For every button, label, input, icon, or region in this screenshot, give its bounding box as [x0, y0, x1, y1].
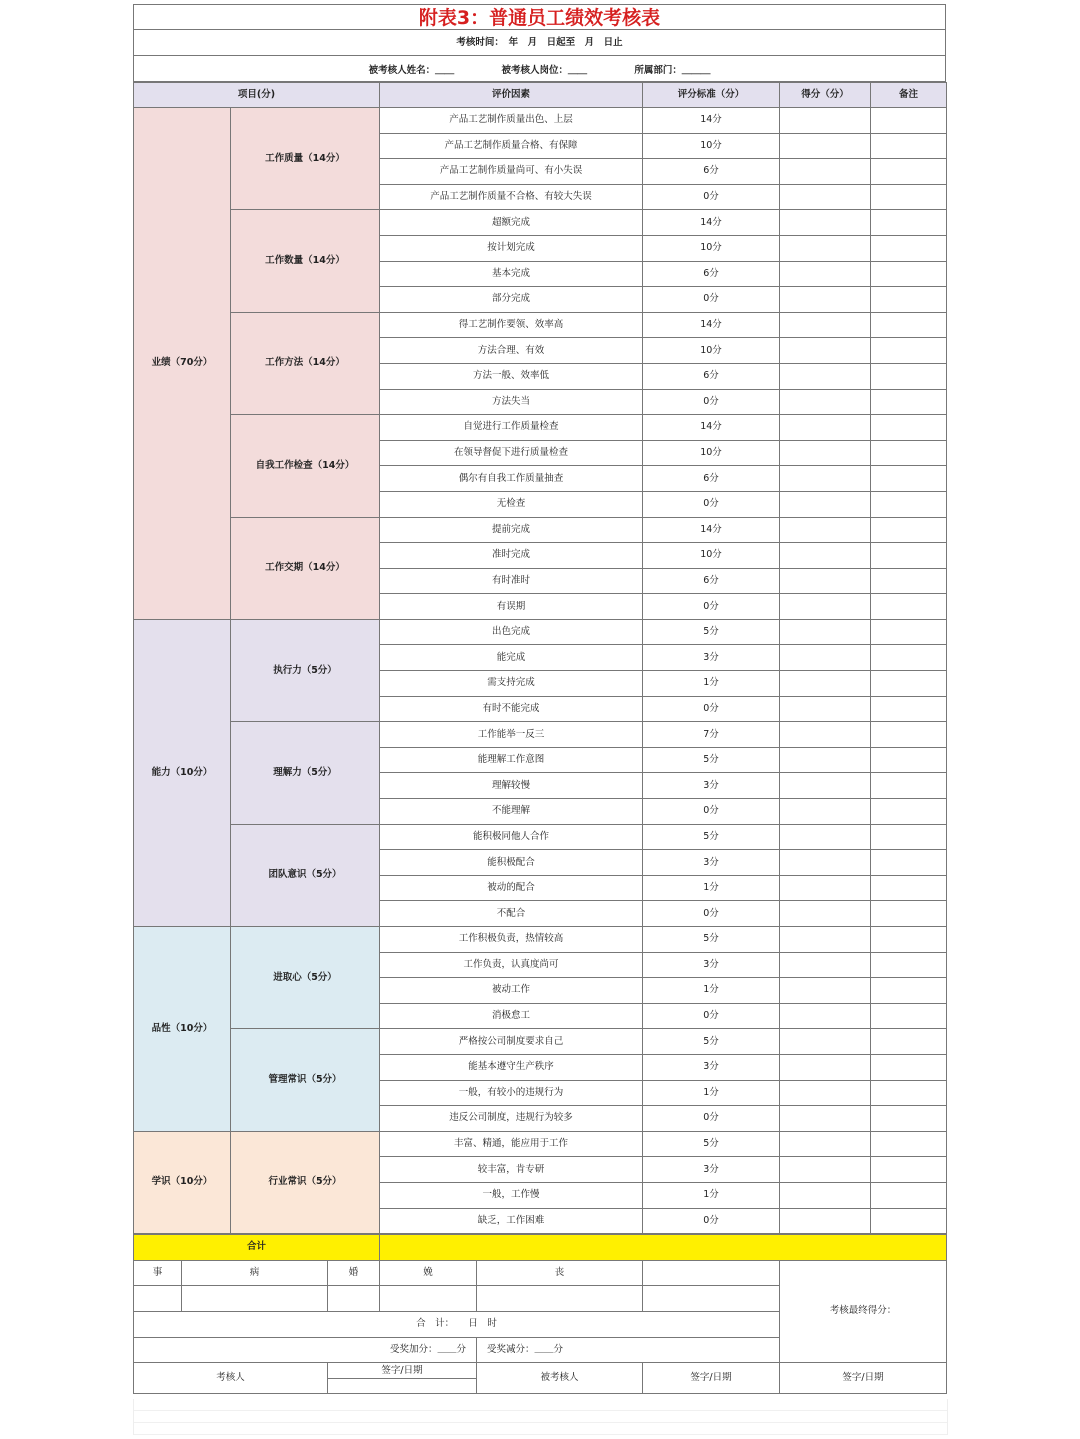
note-input-cell[interactable]: [871, 159, 947, 185]
note-input-cell[interactable]: [871, 671, 947, 697]
subcategory-cell: 团队意识（5分）: [231, 824, 380, 926]
note-input-cell[interactable]: [871, 1080, 947, 1106]
final-sign[interactable]: 签字/日期: [780, 1363, 947, 1394]
note-input-cell[interactable]: [871, 773, 947, 799]
assessee-name-field[interactable]: 被考核人姓名：＿＿: [368, 65, 455, 76]
leave-maternity-value[interactable]: [380, 1286, 477, 1312]
score-input-cell[interactable]: [780, 594, 871, 620]
subcategory-cell: 工作质量（14分）: [231, 108, 380, 210]
leave-bereavement-value[interactable]: [477, 1286, 643, 1312]
factor-cell: 缺乏，工作困难: [380, 1208, 643, 1234]
assessor-sign[interactable]: [328, 1363, 477, 1394]
note-input-cell[interactable]: [871, 619, 947, 645]
note-input-cell[interactable]: [871, 850, 947, 876]
category-cell: 业绩（70分）: [134, 108, 231, 620]
score-input-cell[interactable]: [780, 619, 871, 645]
standard-cell: 0分: [643, 1208, 780, 1234]
standard-cell: 0分: [643, 184, 780, 210]
standard-cell: 1分: [643, 1080, 780, 1106]
factor-cell: 严格按公司制度要求自己: [380, 1029, 643, 1055]
score-input-cell[interactable]: [780, 108, 871, 134]
score-input-cell[interactable]: [780, 747, 871, 773]
standard-cell: 3分: [643, 1054, 780, 1080]
table-row: [134, 210, 947, 236]
standard-cell: 0分: [643, 389, 780, 415]
note-input-cell[interactable]: [871, 747, 947, 773]
note-input-cell[interactable]: [871, 415, 947, 441]
note-input-cell[interactable]: [871, 875, 947, 901]
note-input-cell[interactable]: [871, 338, 947, 364]
leave-type-row: [134, 1260, 947, 1286]
factor-cell: 被动的配合: [380, 875, 643, 901]
score-input-cell[interactable]: [780, 466, 871, 492]
table-row: [134, 824, 947, 850]
category-cell: 品性（10分）: [134, 927, 231, 1132]
note-input-cell[interactable]: [871, 952, 947, 978]
category-cell: 能力（10分）: [134, 619, 231, 926]
standard-cell: 3分: [643, 850, 780, 876]
final-score-label: 考核最终得分：: [780, 1260, 947, 1362]
factor-cell: 基本完成: [380, 261, 643, 287]
factor-cell: 有误期: [380, 594, 643, 620]
standard-cell: 7分: [643, 722, 780, 748]
factor-cell: 准时完成: [380, 543, 643, 569]
standard-cell: 5分: [643, 927, 780, 953]
score-input-cell[interactable]: [780, 210, 871, 236]
factor-cell: 出色完成: [380, 619, 643, 645]
standard-cell: 3分: [643, 645, 780, 671]
subcategory-cell: 进取心（5分）: [231, 927, 380, 1029]
factor-cell: 能理解工作意图: [380, 747, 643, 773]
note-input-cell[interactable]: [871, 543, 947, 569]
header-standard: 评分标准（分）: [643, 83, 780, 108]
factor-cell: 能积极配合: [380, 850, 643, 876]
table-row: [134, 1029, 947, 1055]
note-input-cell[interactable]: [871, 722, 947, 748]
signature-row: [134, 1363, 947, 1394]
factor-cell: 无检查: [380, 491, 643, 517]
note-input-cell[interactable]: [871, 184, 947, 210]
factor-cell: 超额完成: [380, 210, 643, 236]
factor-cell: 能基本遵守生产秩序: [380, 1054, 643, 1080]
leave-personal: 事: [134, 1260, 182, 1286]
subcategory-cell: 自我工作检查（14分）: [231, 415, 380, 517]
score-input-cell[interactable]: [780, 722, 871, 748]
assessee-sign[interactable]: 签字/日期: [643, 1363, 780, 1394]
note-input-cell[interactable]: [871, 363, 947, 389]
table-row: [134, 108, 947, 134]
appraisal-sheet: [133, 4, 946, 1394]
score-input-cell[interactable]: [780, 927, 871, 953]
score-input-cell[interactable]: [780, 850, 871, 876]
standard-cell: 5分: [643, 1131, 780, 1157]
standard-cell: 14分: [643, 517, 780, 543]
subcategory-cell: 执行力（5分）: [231, 619, 380, 721]
score-input-cell[interactable]: [780, 901, 871, 927]
factor-cell: 丰富、精通，能应用于工作: [380, 1131, 643, 1157]
table-row: [134, 927, 947, 953]
note-input-cell[interactable]: [871, 1029, 947, 1055]
table-row: [134, 312, 947, 338]
note-input-cell[interactable]: [871, 1003, 947, 1029]
factor-cell: 消极怠工: [380, 1003, 643, 1029]
person-info-row: [133, 56, 946, 82]
standard-cell: 10分: [643, 338, 780, 364]
standard-cell: 1分: [643, 875, 780, 901]
standard-cell: 14分: [643, 415, 780, 441]
score-input-cell[interactable]: [780, 875, 871, 901]
factor-cell: 方法合理、有效: [380, 338, 643, 364]
note-input-cell[interactable]: [871, 312, 947, 338]
subcategory-cell: 行业常识（5分）: [231, 1131, 380, 1233]
subcategory-cell: 工作数量（14分）: [231, 210, 380, 312]
standard-cell: 0分: [643, 287, 780, 313]
assessee-label: 被考核人: [477, 1363, 643, 1394]
factor-cell: 工作积极负责，热情较高: [380, 927, 643, 953]
score-input-cell[interactable]: [780, 440, 871, 466]
score-input-cell[interactable]: [780, 1106, 871, 1132]
subcategory-cell: 工作方法（14分）: [231, 312, 380, 414]
standard-cell: 14分: [643, 210, 780, 236]
empty-rows-area: [133, 1399, 948, 1435]
leave-total: 合 计： 日 时: [134, 1311, 780, 1337]
standard-cell: 14分: [643, 312, 780, 338]
factor-cell: 在领导督促下进行质量检查: [380, 440, 643, 466]
factor-cell: 被动工作: [380, 978, 643, 1004]
factor-cell: 得工艺制作要领、效率高: [380, 312, 643, 338]
score-input-cell[interactable]: [780, 389, 871, 415]
standard-cell: 1分: [643, 671, 780, 697]
summary-table: [133, 1234, 947, 1394]
note-input-cell[interactable]: [871, 1157, 947, 1183]
note-input-cell[interactable]: [871, 517, 947, 543]
leave-marriage: 婚: [328, 1260, 380, 1286]
leave-extra-value[interactable]: [643, 1286, 780, 1312]
note-input-cell[interactable]: [871, 824, 947, 850]
standard-cell: 5分: [643, 747, 780, 773]
total-value-cell[interactable]: [380, 1235, 947, 1261]
note-input-cell[interactable]: [871, 235, 947, 261]
factor-cell: 部分完成: [380, 287, 643, 313]
sheet-title: 附表3：普通员工绩效考核表: [133, 4, 946, 30]
header-factor: 评价因素: [380, 83, 643, 108]
factor-cell: 有时准时: [380, 568, 643, 594]
standard-cell: 3分: [643, 1157, 780, 1183]
score-input-cell[interactable]: [780, 952, 871, 978]
note-input-cell[interactable]: [871, 978, 947, 1004]
factor-cell: 偶尔有自我工作质量抽查: [380, 466, 643, 492]
note-input-cell[interactable]: [871, 261, 947, 287]
standard-cell: 0分: [643, 1106, 780, 1132]
standard-cell: 10分: [643, 133, 780, 159]
note-input-cell[interactable]: [871, 287, 947, 313]
score-input-cell[interactable]: [780, 133, 871, 159]
assessment-period: 考核时间： 年 月 日起至 月 日止: [133, 30, 946, 56]
score-input-cell[interactable]: [780, 338, 871, 364]
note-input-cell[interactable]: [871, 440, 947, 466]
standard-cell: 0分: [643, 799, 780, 825]
table-row: [134, 517, 947, 543]
category-cell: 学识（10分）: [134, 1131, 231, 1233]
standard-cell: 10分: [643, 543, 780, 569]
standard-cell: 3分: [643, 773, 780, 799]
standard-cell: 10分: [643, 235, 780, 261]
note-input-cell[interactable]: [871, 927, 947, 953]
table-row: [134, 619, 947, 645]
score-input-cell[interactable]: [780, 543, 871, 569]
standard-cell: 10分: [643, 440, 780, 466]
standard-cell: 0分: [643, 696, 780, 722]
score-input-cell[interactable]: [780, 799, 871, 825]
leave-personal-value[interactable]: [134, 1286, 182, 1312]
factor-cell: 不能理解: [380, 799, 643, 825]
factor-cell: 提前完成: [380, 517, 643, 543]
note-input-cell[interactable]: [871, 133, 947, 159]
factor-cell: 一般，有较小的违规行为: [380, 1080, 643, 1106]
note-input-cell[interactable]: [871, 491, 947, 517]
score-input-cell[interactable]: [780, 363, 871, 389]
note-input-cell[interactable]: [871, 210, 947, 236]
note-input-cell[interactable]: [871, 389, 947, 415]
assessor-label: 考核人: [134, 1363, 328, 1394]
note-input-cell[interactable]: [871, 1131, 947, 1157]
standard-cell: 0分: [643, 491, 780, 517]
standard-cell: 6分: [643, 363, 780, 389]
factor-cell: 按计划完成: [380, 235, 643, 261]
factor-cell: 产品工艺制作质量出色、上层: [380, 108, 643, 134]
leave-extra-cell[interactable]: [643, 1260, 780, 1286]
factor-cell: 能积极同他人合作: [380, 824, 643, 850]
factor-cell: 自觉进行工作质量检查: [380, 415, 643, 441]
score-input-cell[interactable]: [780, 184, 871, 210]
standard-cell: 1分: [643, 1182, 780, 1208]
factor-cell: 产品工艺制作质量尚可、有小失误: [380, 159, 643, 185]
score-input-cell[interactable]: [780, 1157, 871, 1183]
score-input-cell[interactable]: [780, 1208, 871, 1234]
factor-cell: 方法失当: [380, 389, 643, 415]
factor-cell: 产品工艺制作质量不合格、有较大失误: [380, 184, 643, 210]
score-input-cell[interactable]: [780, 568, 871, 594]
table-row: [134, 1131, 947, 1157]
factor-cell: 一般，工作慢: [380, 1182, 643, 1208]
note-input-cell[interactable]: [871, 108, 947, 134]
note-input-cell[interactable]: [871, 696, 947, 722]
table-row: [134, 722, 947, 748]
total-label: 合计: [134, 1235, 380, 1261]
score-input-cell[interactable]: [780, 978, 871, 1004]
standard-cell: 14分: [643, 108, 780, 134]
score-input-cell[interactable]: [780, 261, 871, 287]
score-input-cell[interactable]: [780, 235, 871, 261]
score-input-cell[interactable]: [780, 1054, 871, 1080]
factor-cell: 方法一般、效率低: [380, 363, 643, 389]
standard-cell: 6分: [643, 159, 780, 185]
standard-cell: 5分: [643, 824, 780, 850]
score-input-cell[interactable]: [780, 1182, 871, 1208]
standard-cell: 6分: [643, 261, 780, 287]
standard-cell: 5分: [643, 619, 780, 645]
score-input-cell[interactable]: [780, 671, 871, 697]
score-input-cell[interactable]: [780, 1131, 871, 1157]
note-input-cell[interactable]: [871, 799, 947, 825]
table-row: [134, 415, 947, 441]
assessee-post-field[interactable]: 被考核人岗位：＿＿: [501, 65, 587, 76]
factor-cell: 工作能举一反三: [380, 722, 643, 748]
score-input-cell[interactable]: [780, 645, 871, 671]
header-score: 得分（分）: [780, 83, 871, 108]
note-input-cell[interactable]: [871, 1182, 947, 1208]
standard-cell: 6分: [643, 466, 780, 492]
note-input-cell[interactable]: [871, 901, 947, 927]
leave-sick-value[interactable]: [182, 1286, 328, 1312]
factor-cell: 较丰富，肯专研: [380, 1157, 643, 1183]
score-input-cell[interactable]: [780, 1003, 871, 1029]
note-input-cell[interactable]: [871, 568, 947, 594]
factor-cell: 有时不能完成: [380, 696, 643, 722]
reward-add[interactable]: 受奖加分：＿＿分: [134, 1337, 477, 1363]
subcategory-cell: 工作交期（14分）: [231, 517, 380, 619]
standard-cell: 0分: [643, 901, 780, 927]
reward-sub[interactable]: 受奖减分：＿＿分: [477, 1337, 780, 1363]
score-input-cell[interactable]: [780, 696, 871, 722]
factor-cell: 需支持完成: [380, 671, 643, 697]
note-input-cell[interactable]: [871, 466, 947, 492]
factor-cell: 产品工艺制作质量合格、有保障: [380, 133, 643, 159]
factor-cell: 工作负责，认真度尚可: [380, 952, 643, 978]
score-input-cell[interactable]: [780, 517, 871, 543]
assessor-sign-label: 签字/日期: [328, 1364, 476, 1379]
standard-cell: 0分: [643, 1003, 780, 1029]
standard-cell: 6分: [643, 568, 780, 594]
table-header-row: [134, 83, 947, 108]
score-input-cell[interactable]: [780, 1080, 871, 1106]
header-item: 项目(分): [134, 83, 380, 108]
standard-cell: 3分: [643, 952, 780, 978]
note-input-cell[interactable]: [871, 1208, 947, 1234]
score-input-cell[interactable]: [780, 491, 871, 517]
score-input-cell[interactable]: [780, 1029, 871, 1055]
factor-cell: 违反公司制度，违规行为较多: [380, 1106, 643, 1132]
appraisal-table: [133, 82, 947, 1234]
note-input-cell[interactable]: [871, 594, 947, 620]
score-input-cell[interactable]: [780, 312, 871, 338]
standard-cell: 1分: [643, 978, 780, 1004]
standard-cell: 0分: [643, 594, 780, 620]
subcategory-cell: 管理常识（5分）: [231, 1029, 380, 1131]
note-input-cell[interactable]: [871, 1106, 947, 1132]
note-input-cell[interactable]: [871, 1054, 947, 1080]
leave-maternity: 娩: [380, 1260, 477, 1286]
leave-bereavement: 丧: [477, 1260, 643, 1286]
leave-sick: 病: [182, 1260, 328, 1286]
leave-marriage-value[interactable]: [328, 1286, 380, 1312]
score-input-cell[interactable]: [780, 773, 871, 799]
score-input-cell[interactable]: [780, 159, 871, 185]
score-input-cell[interactable]: [780, 287, 871, 313]
note-input-cell[interactable]: [871, 645, 947, 671]
standard-cell: 5分: [643, 1029, 780, 1055]
factor-cell: 不配合: [380, 901, 643, 927]
department-field[interactable]: 所属部门：＿＿＿: [634, 65, 711, 76]
factor-cell: 理解较慢: [380, 773, 643, 799]
factor-cell: 能完成: [380, 645, 643, 671]
total-row: [134, 1235, 947, 1261]
score-input-cell[interactable]: [780, 415, 871, 441]
header-note: 备注: [871, 83, 947, 108]
score-input-cell[interactable]: [780, 824, 871, 850]
subcategory-cell: 理解力（5分）: [231, 722, 380, 824]
